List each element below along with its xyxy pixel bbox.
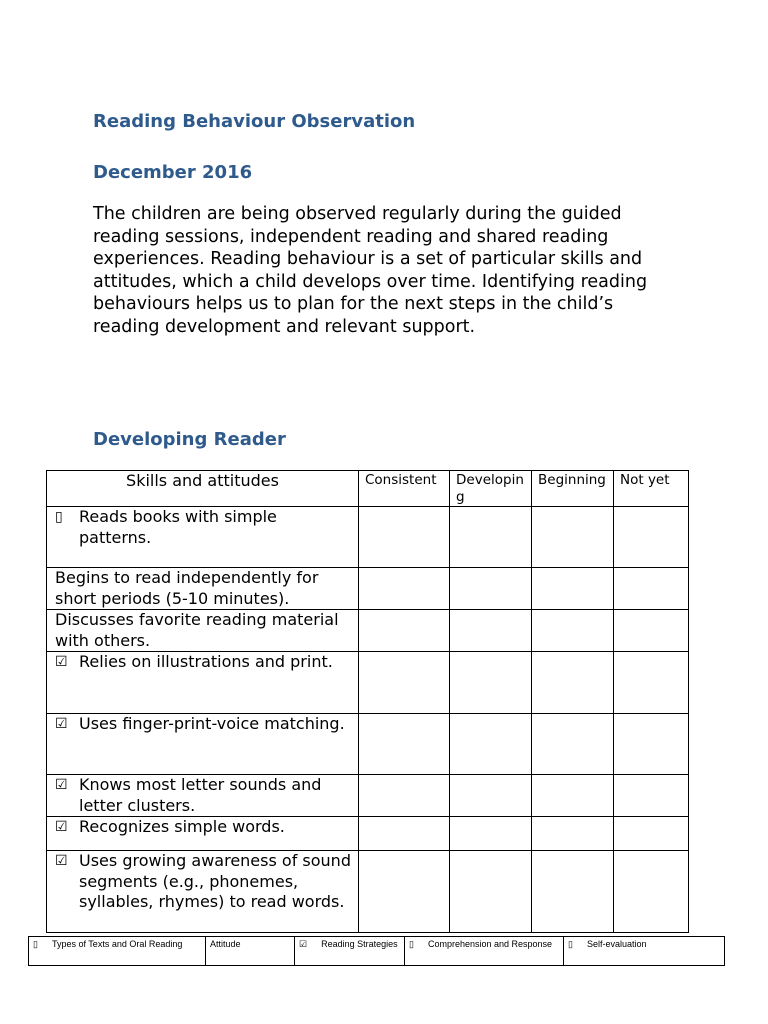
- rating-cell[interactable]: [614, 652, 689, 714]
- rating-cell[interactable]: [614, 610, 689, 652]
- column-header-developing: Developing: [450, 471, 532, 507]
- rating-cell[interactable]: [450, 507, 532, 568]
- table-row: [47, 851, 689, 933]
- skill-cell: [47, 817, 359, 851]
- column-header-beginning: Beginning: [532, 471, 614, 507]
- document-date: December 2016: [93, 162, 253, 183]
- category-cell: [405, 937, 564, 966]
- rating-cell[interactable]: [614, 507, 689, 568]
- skill-text: Uses growing awareness of sound segments (e.g., phonemes, syllables, rhymes) to read words.: [79, 851, 351, 911]
- skill-text: Knows most letter sounds and letter clusters.: [79, 775, 322, 815]
- rating-cell[interactable]: [450, 817, 532, 851]
- column-header-not-yet: Not yet: [614, 471, 689, 507]
- rating-cell[interactable]: [359, 568, 450, 610]
- rating-cell[interactable]: [359, 775, 450, 817]
- skill-text: Relies on illustrations and print.: [79, 652, 333, 671]
- rating-cell[interactable]: [359, 817, 450, 851]
- rating-cell[interactable]: [450, 714, 532, 775]
- table-row: [47, 568, 689, 610]
- category-cell: [295, 937, 405, 966]
- rating-cell[interactable]: [450, 851, 532, 933]
- rating-cell[interactable]: [450, 775, 532, 817]
- category-label: Reading Strategies: [321, 939, 398, 949]
- rating-cell[interactable]: [532, 851, 614, 933]
- table-row: [47, 610, 689, 652]
- rating-cell[interactable]: [450, 610, 532, 652]
- square-bullet-icon: ▯: [409, 939, 414, 949]
- skill-text: Reads books with simple patterns.: [79, 507, 277, 547]
- category-cell: [564, 937, 725, 966]
- skill-text: Discusses favorite reading material with others.: [55, 610, 339, 650]
- checkbox-checked-icon: ☑: [55, 777, 68, 793]
- square-bullet-icon: ▯: [568, 939, 573, 949]
- category-label: Self-evaluation: [586, 939, 647, 949]
- rating-cell[interactable]: [359, 652, 450, 714]
- skill-cell: [47, 851, 359, 933]
- category-label: Comprehension and Response: [427, 939, 553, 949]
- skill-text: Recognizes simple words.: [79, 817, 285, 836]
- skill-cell: [47, 568, 359, 610]
- skills-table: [46, 470, 689, 933]
- skill-cell: [47, 714, 359, 775]
- rating-cell[interactable]: [359, 507, 450, 568]
- skill-cell: [47, 610, 359, 652]
- rating-cell[interactable]: [532, 714, 614, 775]
- checkbox-checked-icon: ☑: [55, 853, 68, 869]
- rating-cell[interactable]: [359, 610, 450, 652]
- checkbox-checked-icon: ☑: [55, 716, 68, 732]
- checkbox-checked-icon: ☑: [55, 654, 68, 670]
- skill-cell: [47, 652, 359, 714]
- square-bullet-icon: ▯: [55, 509, 63, 525]
- checkbox-checked-icon: ☑: [55, 819, 68, 835]
- skill-cell: [47, 775, 359, 817]
- table-row: [47, 817, 689, 851]
- skill-text: Uses finger-print-voice matching.: [79, 714, 345, 733]
- table-row: [47, 652, 689, 714]
- table-row: [47, 775, 689, 817]
- section-heading: Developing Reader: [93, 429, 286, 450]
- category-label: Types of Texts and Oral Reading: [51, 939, 183, 949]
- rating-cell[interactable]: [359, 851, 450, 933]
- rating-cell[interactable]: [532, 775, 614, 817]
- column-header-consistent: Consistent: [359, 471, 450, 507]
- rating-cell[interactable]: [532, 817, 614, 851]
- column-header-skills: Skills and attitudes: [47, 471, 359, 507]
- rating-cell[interactable]: [532, 568, 614, 610]
- rating-cell[interactable]: [359, 714, 450, 775]
- rating-cell[interactable]: [614, 568, 689, 610]
- category-cell: [206, 937, 295, 966]
- table-row: [47, 507, 689, 568]
- rating-cell[interactable]: [614, 714, 689, 775]
- category-label: Attitude: [210, 939, 241, 949]
- rating-cell[interactable]: [614, 851, 689, 933]
- rating-cell[interactable]: [450, 568, 532, 610]
- rating-cell[interactable]: [614, 817, 689, 851]
- skill-cell: [47, 507, 359, 568]
- category-cell: [29, 937, 206, 966]
- table-row: [47, 714, 689, 775]
- rating-cell[interactable]: [532, 610, 614, 652]
- square-bullet-icon: ▯: [33, 939, 38, 949]
- rating-cell[interactable]: [614, 775, 689, 817]
- rating-cell[interactable]: [532, 507, 614, 568]
- document-title: Reading Behaviour Observation: [93, 111, 416, 132]
- skill-text: Begins to read independently for short periods (5-10 minutes).: [55, 568, 319, 608]
- rating-cell[interactable]: [450, 652, 532, 714]
- category-footer-table: [28, 936, 725, 966]
- intro-paragraph: The children are being observed regularly during the guided reading sessions, independent reading and shared reading experiences. Reading behaviour is a set of particular skills and attitudes, which a child develops over time. Identifying reading behaviours helps us to plan for the next steps in the child’s reading development and relevant support.: [93, 204, 648, 337]
- rating-cell[interactable]: [532, 652, 614, 714]
- checkbox-checked-icon: ☑: [299, 939, 308, 949]
